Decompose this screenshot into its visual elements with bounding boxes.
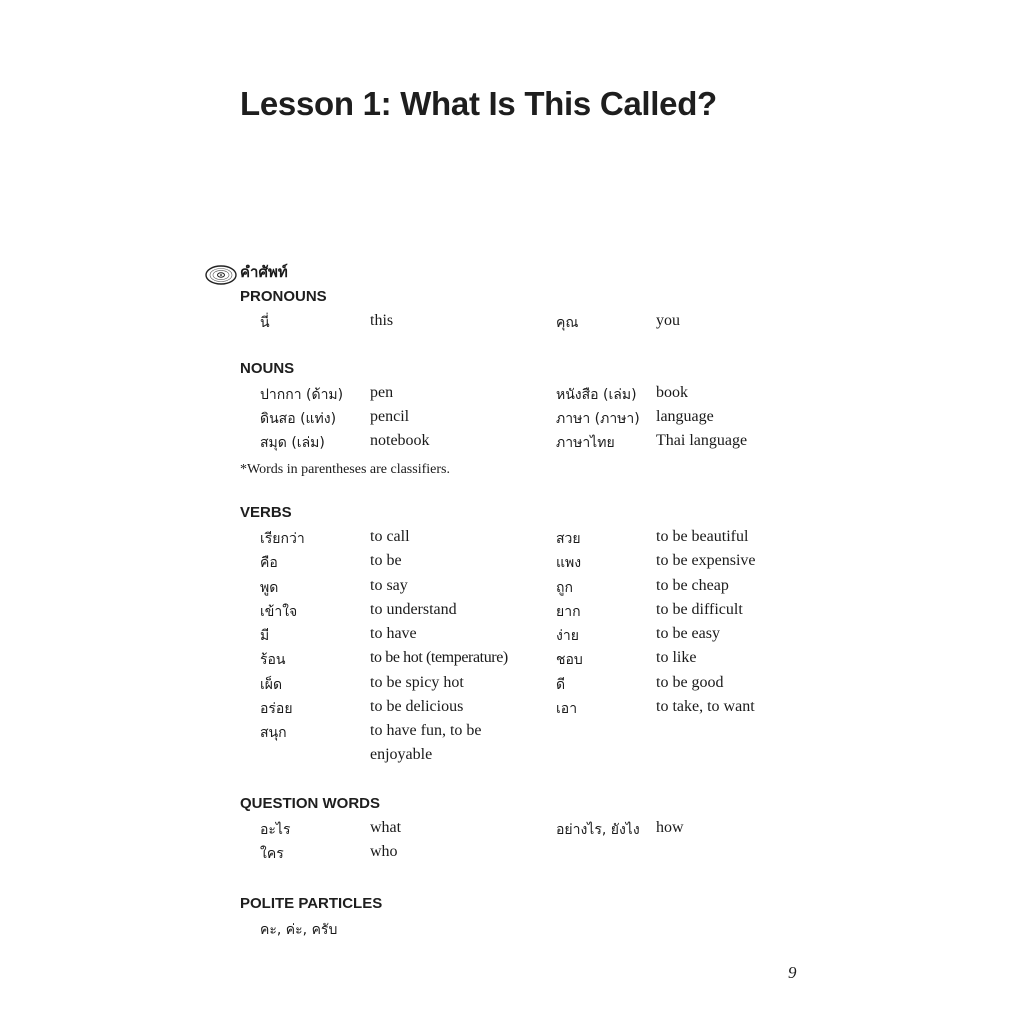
thai-word: เอา	[556, 701, 578, 717]
thai-word: หนังสือ (เล่ม)	[556, 387, 637, 403]
english-meaning: Thai language	[656, 432, 748, 449]
english-meaning: how	[656, 819, 684, 836]
thai-word: คุณ	[556, 315, 579, 331]
english-meaning: notebook	[370, 432, 430, 449]
english-meaning: what	[370, 819, 402, 836]
section-heading-nouns: NOUNS	[240, 360, 295, 377]
english-meaning: pen	[370, 384, 394, 401]
thai-word: ปากกา (ด้าม)	[260, 387, 344, 403]
thai-word: เข้าใจ	[260, 604, 298, 620]
thai-word: สนุก	[260, 725, 287, 741]
english-meaning: to understand	[370, 601, 457, 618]
english-meaning: to be easy	[656, 625, 720, 642]
english-meaning: to say	[370, 577, 408, 594]
thai-word: สมุด (เล่ม)	[260, 435, 325, 451]
thai-word: ใคร	[260, 846, 284, 862]
english-meaning: to be expensive	[656, 552, 756, 569]
section-heading-polite-particles: POLITE PARTICLES	[240, 895, 383, 912]
english-meaning: to have	[370, 625, 417, 642]
thai-word: คือ	[260, 555, 278, 571]
section-heading-pronouns: PRONOUNS	[240, 288, 327, 305]
page-title: Lesson 1: What Is This Called?	[240, 85, 717, 122]
thai-word: ร้อน	[260, 652, 286, 668]
section-heading-question-words: QUESTION WORDS	[240, 795, 381, 812]
cd-audio-icon[interactable]	[205, 265, 237, 285]
classifier-note: *Words in parentheses are classifiers.	[240, 462, 450, 477]
english-meaning: to be cheap	[656, 577, 729, 594]
thai-word: ถูก	[556, 580, 573, 596]
thai-word: อย่างไร, ยังไง	[556, 822, 640, 838]
page-number: 9	[788, 963, 797, 982]
thai-word: มี	[260, 628, 270, 644]
thai-word: สวย	[556, 531, 581, 547]
english-meaning: this	[370, 312, 394, 329]
english-meaning: book	[656, 384, 688, 401]
english-meaning: to be spicy hot	[370, 674, 464, 691]
english-meaning: who	[370, 843, 398, 860]
english-meaning: pencil	[370, 408, 410, 425]
thai-word: ภาษา (ภาษา)	[556, 411, 640, 427]
english-meaning: to be	[370, 552, 402, 569]
thai-word: อะไร	[260, 822, 291, 838]
vocabulary-heading: คำศัพท์	[240, 263, 288, 281]
english-meaning: enjoyable	[370, 746, 433, 763]
english-meaning: to be good	[656, 674, 724, 691]
english-meaning: to be beautiful	[656, 528, 749, 545]
english-meaning: language	[656, 408, 714, 425]
english-meaning: to be difficult	[656, 601, 743, 618]
thai-word: นี่	[260, 315, 270, 331]
english-meaning: to be delicious	[370, 698, 464, 715]
english-meaning: you	[656, 312, 680, 329]
english-meaning: to take, to want	[656, 698, 755, 715]
thai-word: คะ, ค่ะ, ครับ	[260, 922, 338, 938]
thai-word: ง่าย	[556, 628, 579, 644]
thai-word: ดินสอ (แท่ง)	[260, 411, 337, 427]
english-meaning: to be hot (temperature)	[370, 649, 508, 666]
thai-word: เผ็ด	[260, 677, 283, 693]
thai-word: อร่อย	[260, 701, 293, 717]
english-meaning: to have fun, to be	[370, 722, 482, 739]
thai-word: แพง	[556, 555, 582, 571]
english-meaning: to call	[370, 528, 410, 545]
thai-word: พูด	[260, 580, 279, 596]
thai-word: ชอบ	[556, 652, 583, 668]
thai-word: ภาษาไทย	[556, 435, 615, 451]
thai-word: ดี	[556, 677, 566, 693]
english-meaning: to like	[656, 649, 697, 666]
thai-word: เรียกว่า	[260, 531, 305, 547]
thai-word: ยาก	[556, 604, 581, 620]
section-heading-verbs: VERBS	[240, 504, 292, 521]
